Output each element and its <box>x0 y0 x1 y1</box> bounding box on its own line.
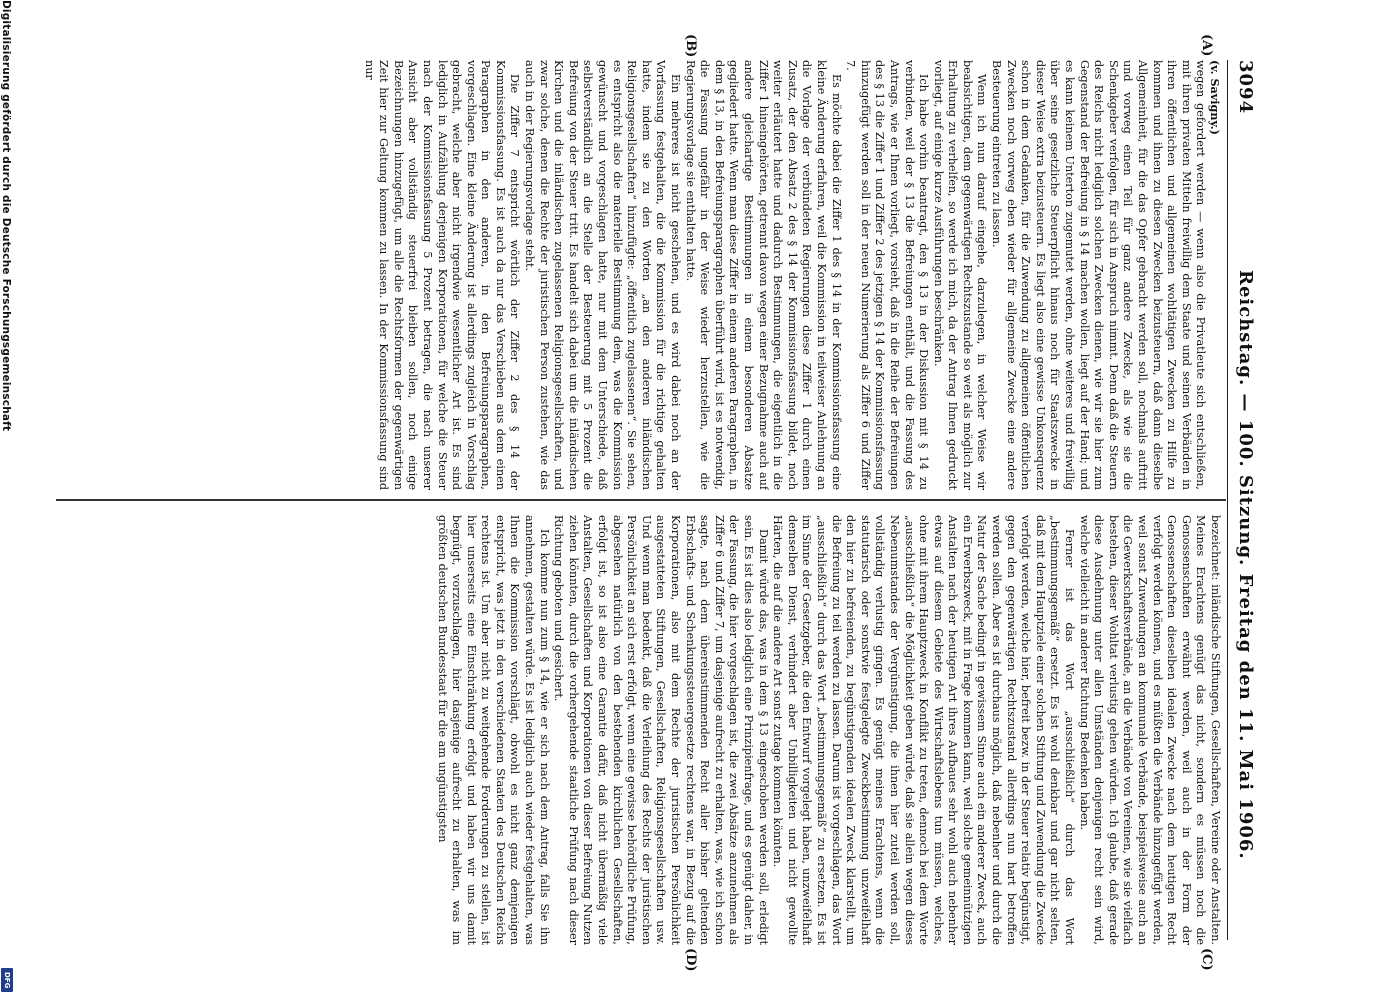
paragraph: Ein mehreres ist nicht geschehen, und es wird dabei noch an der Vorfassung festgehalten, die die Kommission für die richtige gehalten hatte, indem sie zu den Worten „an den anderen inländischen Religionsgesellschaften“ hinzufügte: „öffentlich zugelassenen“. Sie sehen, es entspricht also die materielle Bestimmung dem, was die Kommission gewünscht und vorgeschlagen hatte, nur mit dem Unterschiede, daß selbstverständlich an die Stelle der Besteuerung mit 5 Prozent die Befreiung von der Steuer tritt. Es handelt sich dabei um die inländischen Kirchen und die inländischen zugelassenen Religionsgesellschaften, und zwar solche, denen die Rechte der juristischen Person zustehen, wie das auch in der Regierungsvorlage steht. <box>523 60 683 490</box>
page-header <box>1230 60 1258 940</box>
header-rule <box>1227 60 1228 940</box>
paragraph: Wenn ich nun darauf eingehe, darzulegen, in welcher Weise wir beabsichtigen, dem gegenwärtigen Rechtszustande so weit als möglich zur Erhaltung zu verhelfen, so werde ich mich, da der Antrag Ihnen gedruckt vorliegt, auf einige kurze Ausführungen beschränken. <box>931 60 989 490</box>
funding-notice: Digitalisierung gefördert durch die Deutsche Forschungsgemeinschaft <box>0 0 12 432</box>
margin-marker-a: (A) <box>1199 34 1214 57</box>
paragraph: wegen gefordert werden — wenn also die Privatleute sich entschließen, mit ihren privaten Mitteln freiwillig dem Staate und seinen Verbänden in ihren öffentlichen und allgemeinen wohltätigen Zwecken zu Hilfe zu kommen und ihnen zu diesen Zwecken beizusteuern, daß dann dieselbe Allgemeinheit, für die das Opfer gebracht werden soll, nochmals auftritt und vorweg einen Teil für ganz andere Zwecke, als wie sie die Schenkgeber verfolgen, für sich in Anspruch nimmt. Denn daß die Steuern des Reichs nicht lediglich solchen Zwecken dienen, wie wir sie hier zum Gegenstand der Befreiung in § 14 machen wollen, liegt auf der Hand; und es kann keinem Unterton zugemutet werden, ohne weiteres und freiwillig über seine gesetzliche Steuerpflicht hinaus noch für Staatszwecke in dieser Weise extra beizusteuern. Es liegt also eine gewisse Unkonsequenz schon in dem Gedanken, für die Zuwendung zu allgemeinen öffentlichen Zwecken noch vorweg eben wieder für allgemeine Zwecke eine andere Besteuerung eintreten zu lassen. <box>990 60 1208 490</box>
margin-marker-d: (D) <box>683 948 698 972</box>
paragraph: Es möchte dabei die Ziffer 1 des § 14 in der Kommissionsfassung eine kleine Änderung erfahren, weil die Kommission in teilweiser Anlehnung an die Vorlage der verbündeten Regierungen diese Ziffer 1 durch einen Zusatz, der den Absatz 2 des § 14 der Kommissionsfassung bildet, noch weiter erläutert hatte und dadurch Bestimmungen, die eigentlich in die Ziffer 1 hineingehörten, getrennt davon wegen einer Bezugnahme auch auf andere gleichartige Bestimmungen in einem besonderen Absatze gegliedert hatte. Wenn man diese Ziffer in einem anderen Paragraphen, in dem § 13, in den Befreiungsparagraphen überführt wird, ist es notwendig, die Fassung ungefähr in der Weise wieder herzustellen, wie die Regierungsvorlage sie enthalten hatte. <box>683 60 843 490</box>
page-title: Reichstag. — 100. Sitzung. Freitag den 11. Mai 1906. <box>1235 270 1256 860</box>
footer-bar <box>0 0 14 1000</box>
paragraph: Die Ziffer 7 entspricht wörtlich der Ziffer 2 des § 14 der Kommissionsfassung. Es ist auch da nur das Verschieben aus dem einen Paragraphen in den anderen, in den Befreiungsparagraphen, vorgeschlagen. Eine kleine Änderung ist allerdings zugleich in Vorschlag gebracht, welche aber nicht irgendwie wesentlicher Art ist. Es sind lediglich in Aufzählung derjenigen Korporationen, für welche die Steuer nach der Kommissionsfassung 5 Prozent betragen, die nach unserer Ansicht aber vollständig steuerfrei bleiben sollen, noch einige Bezeichnungen hinzugefügt, um alle die Rechtsformen der gegenwärtigen Zeit hier zur Geltung kommen zu lassen. In der Kommissionsfassung sind nur <box>362 60 522 490</box>
left-column <box>62 60 1222 490</box>
page-number: 3094 <box>1235 60 1256 115</box>
margin-marker-c: (C) <box>1199 948 1214 971</box>
dfg-logo: DFG <box>1 968 13 992</box>
margin-marker-b: (B) <box>683 34 698 58</box>
paragraph: Damit würde das, was in dem § 13 eingeschoben werden soll, erledigt sein. Es ist dies also lediglich eine Prinzipienfrage, und es genügt daher, in der Fassung, die hier vorgeschlagen ist, die zwei Absätze anzunehmen als Ziffer 6 und Ziffer 7, um dasjenige aufrecht zu erhalten, was, wie ich schon sagte, nach dem übereinstimmenden Recht aller bisher geltenden Erbschafts- und Schenkungssteuergesetze rechtens war, in Bezug auf die Korporationen, also mit dem Rechte der juristischen Persönlichkeit ausgestatteten Stiftungen, Gesellschaften, Religionsgesellschaften usw. Und wenn man bedenkt, daß die Verleihung des Rechts der juristischen Persönlichkeit an sich erst erfolgt, wenn eine gewisse behördliche Prüfung, abgesehen natürlich von den bestehenden kirchlichen Gesellschaften, erfolgt ist, so ist also eine Garantie dafür, daß nicht übermäßig viele Anstalten, Gesellschaften und Korporationen von dieser Befreiung Nutzen ziehen könnten, durch die vorhergehende staatliche Prüfung nach dieser Richtung geboten und gesichert. <box>552 515 770 945</box>
right-column <box>62 515 1222 945</box>
column-divider <box>56 499 1226 501</box>
paragraph: Ferner ist das Wort „ausschließlich“ durch das Wort „bestimmungsgemäß“ ersetzt. Es ist wohl denkbar und gar nicht selten, daß mit dem Hauptziele einer solchen Stiftung und Zuwendung die Zwecke verfolgt werden, welche hier, befreit bezw. in der Steuer relativ begünstigt, gegen den gegenwärtigen Rechtszustand allerdings nun hart betroffen werden sollen. Aber es ist durchaus möglich, daß nebenher und durch die Natur der Sache bedingt in gewissem Sinne auch ein anderer Zweck, auch ein Erwerbszweck, mit in Frage kommen kann, weil solche gemeinnützigen Anstalten nach der heutigen Art ihres Aufbaues sehr wohl auch nebenher etwas auf diesem Gebiete des Wirtschaftslebens tun müssen, welches, ohne mit ihrem Hauptzweck in Konflikt zu treten, dennoch bei dem Worte „ausschließlich“ die Möglichkeit geben würde, daß sie allein wegen dieses Nebenumstandes der Vergünstigung, die ihnen hier zuteil werden soll, vollständig verlustig gingen. Es genügt meines Erachtens, wenn die statutarisch oder sonstwie festgelegte Zweckbestimmung unzweifelhaft den hier zu befreienden, zu begünstigenden idealen Zweck klarstellt, um die Befreiung zu teil werden zu lassen. Darum ist vorgeschlagen, das Wort „ausschließlich“ durch das Wort „bestimmungsgemäß“ zu ersetzen. Es ist im Sinne der Gesetzgeber, die den Entwurf vorgelegt haben, unzweifelhaft demselben Dienst, verhindert aber Unbilligkeiten und nicht gewollte Härten, die auf die andere Art sonst zutage kommen könnten. <box>771 515 1077 945</box>
paragraph: bezeichnet: inländische Stiftungen, Gesellschaften, Vereine oder Anstalten. Meines Erachtens genügt das nicht, sondern es müssen noch die Genossenschaften erwähnt werden, weil auch in der Form der Genossenschaften dieselben idealen Zwecke nach dem heutigen Recht verfolgt werden können, und es müßten die Verbände hinzugefügt werden, weil sonst Zuwendungen an kommunale Verbände, beispielsweise auch an die Gewerkschaftsverbände, an die Verbände von Vereinen, wie sie vielfach bestehen, dieser Wohltat verlustig gehen würden. Ich glaube, daß gerade diese Ausdehnung unter allen Umständen denjenigen recht sein wird, welche vielleicht in anderer Richtung Bedenken haben. <box>1077 515 1222 945</box>
speaker-label: (v. Savigny.) <box>1208 60 1222 135</box>
paragraph: Ich komme nun zum § 14, wie er sich nach dem Antrag, falls Sie ihn annehmen, gestalten würde. Es ist lediglich auch wieder festgehalten, was Ihnen die Kommission vorschlägt, obwohl es nicht ganz demjenigen entspricht, was jetzt in den verschiedenen Staaten des Deutschen Reichs rechtens ist. Um aber nicht zu weitgehende Forderungen zu stellen, ist hier unserseits eine Einschränkung erfolgt und haben wir uns damit begnügt, vorzuschlagen, hier dasjenige aufrecht zu erhalten, was im größten deutschen Bundesstaat für die am ungünstigsten <box>435 515 551 945</box>
paragraph: Ich habe vorhin beantragt, den § 13 in der Diskussion mit § 14 zu verbinden, weil der § 13 die Befreiungen enthält, und die Fassung des Antrags, wie er Ihnen vorliegt, vorsieht, daß in die Reihe der Befreiungen des § 13 die Ziffer 1 und Ziffer 2 des jetzigen § 14 der Kommissionsfassung hinzugefügt werden soll in der neuen Numerierung als Ziffer 6 und Ziffer 7. <box>844 60 931 490</box>
